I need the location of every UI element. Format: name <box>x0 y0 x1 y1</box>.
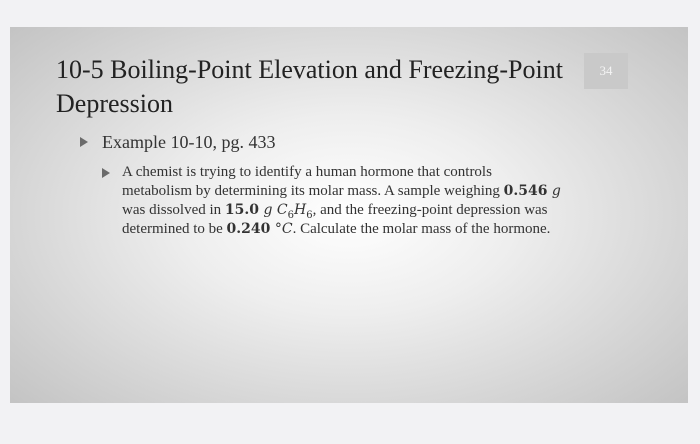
problem-text-part-2: was dissolved in <box>122 202 225 218</box>
solvent-mass-unit: g <box>263 202 273 218</box>
problem-text-part-3: , and the freezing-point depression was determined to be <box>122 202 548 237</box>
temperature-value: 0.240 <box>226 221 271 237</box>
slide-number-badge: 34 <box>584 53 628 89</box>
slide <box>10 27 688 403</box>
problem-text <box>122 163 562 239</box>
solvent-c-subscript: 6 <box>287 209 294 221</box>
sample-mass-unit: g <box>551 183 561 199</box>
sample-mass <box>504 183 561 199</box>
bullet-problem <box>102 163 562 239</box>
sample-mass-value: 0.546 <box>503 183 548 199</box>
solvent-mass-value: 15.0 <box>224 202 260 218</box>
solvent-c: C <box>276 202 288 218</box>
problem-text-part-4: . Calculate the molar mass of the hormone. <box>292 221 551 237</box>
bullet-arrow-icon <box>80 137 88 147</box>
bullet-example-text: Example 10-10, pg. 433 <box>102 132 276 152</box>
solvent-h-subscript: 6 <box>306 209 313 221</box>
temperature-unit: °C <box>274 221 293 237</box>
bullet-example <box>80 131 275 153</box>
temperature <box>227 221 293 237</box>
solvent-h: H <box>294 202 307 218</box>
bullet-arrow-icon <box>102 168 110 178</box>
slide-title: 10-5 Boiling-Point Elevation and Freezing-Point Depression <box>56 55 563 118</box>
problem-text-part-1: A chemist is trying to identify a human hormone that controls metabolism by determining its molar mass. A sample weighing <box>122 164 504 199</box>
solvent-mass <box>224 202 313 221</box>
